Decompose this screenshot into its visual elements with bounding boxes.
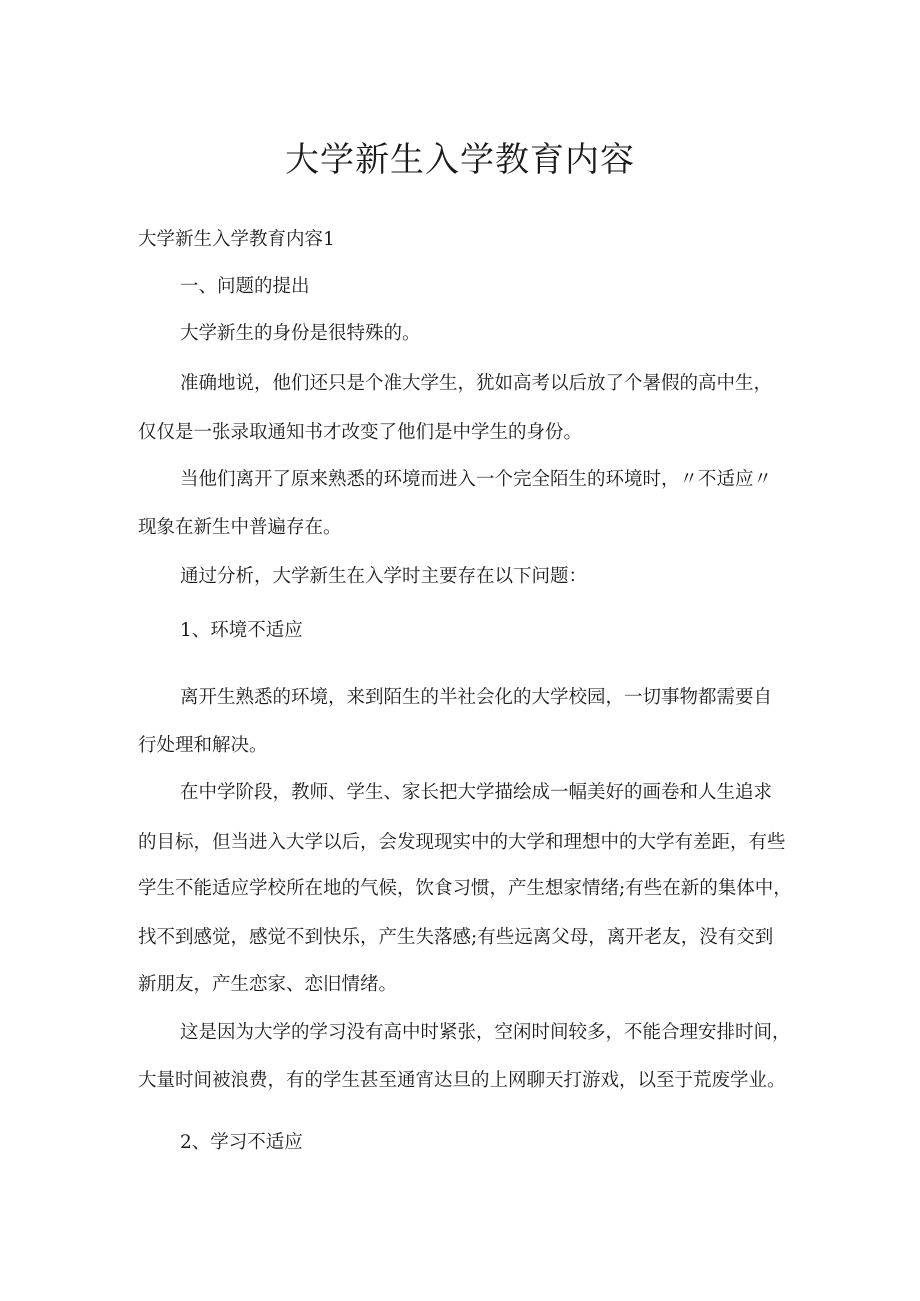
paragraph-line: 行处理和解决。 [138,735,268,756]
subheading-problem: 一、问题的提出 [180,276,310,297]
document-title: 大学新生入学教育内容 [285,140,635,180]
list-heading-environment: 1、环境不适应 [180,620,303,641]
paragraph-line: 学生不能适应学校所在地的气候，饮食习惯，产生想家情绪;有些在新的集体中， [138,878,792,899]
paragraph-line: 的目标，但当进入大学以后，会发现现实中的大学和理想中的大学有差距，有些 [138,832,786,853]
paragraph-line: 当他们离开了原来熟悉的环境而进入一个完全陌生的环境时，〃不适应〃 [180,469,773,490]
paragraph-line: 离开生熟悉的环境，来到陌生的半社会化的大学校园，一切事物都需要自 [180,687,773,708]
list-heading-study: 2、学习不适应 [180,1132,303,1153]
paragraph-line: 现象在新生中普遍存在。 [138,517,342,538]
paragraph-line: 在中学阶段，教师、学生、家长把大学描绘成一幅美好的画卷和人生追求 [180,782,773,803]
paragraph-line: 准确地说，他们还只是个准大学生，犹如高考以后放了个暑假的高中生， [180,373,773,394]
section-heading: 大学新生入学教育内容1 [138,229,335,250]
paragraph-line: 找不到感觉，感觉不到快乐，产生失落感;有些远离父母，离开老友，没有交到 [138,927,774,948]
paragraph-line: 大学新生的身份是很特殊的。 [180,323,421,344]
paragraph-line: 这是因为大学的学习没有高中时紧张，空闲时间较多，不能合理安排时间， [180,1022,791,1043]
paragraph-line: 通过分析，大学新生在入学时主要存在以下问题： [180,566,588,587]
paragraph-line: 新朋友，产生恋家、恋旧情绪。 [138,974,398,995]
paragraph-line: 仅仅是一张录取通知书才改变了他们是中学生的身份。 [138,422,583,443]
paragraph-line: 大量时间被浪费，有的学生甚至通宵达旦的上网聊天打游戏，以至于荒废学业。 [138,1070,786,1091]
